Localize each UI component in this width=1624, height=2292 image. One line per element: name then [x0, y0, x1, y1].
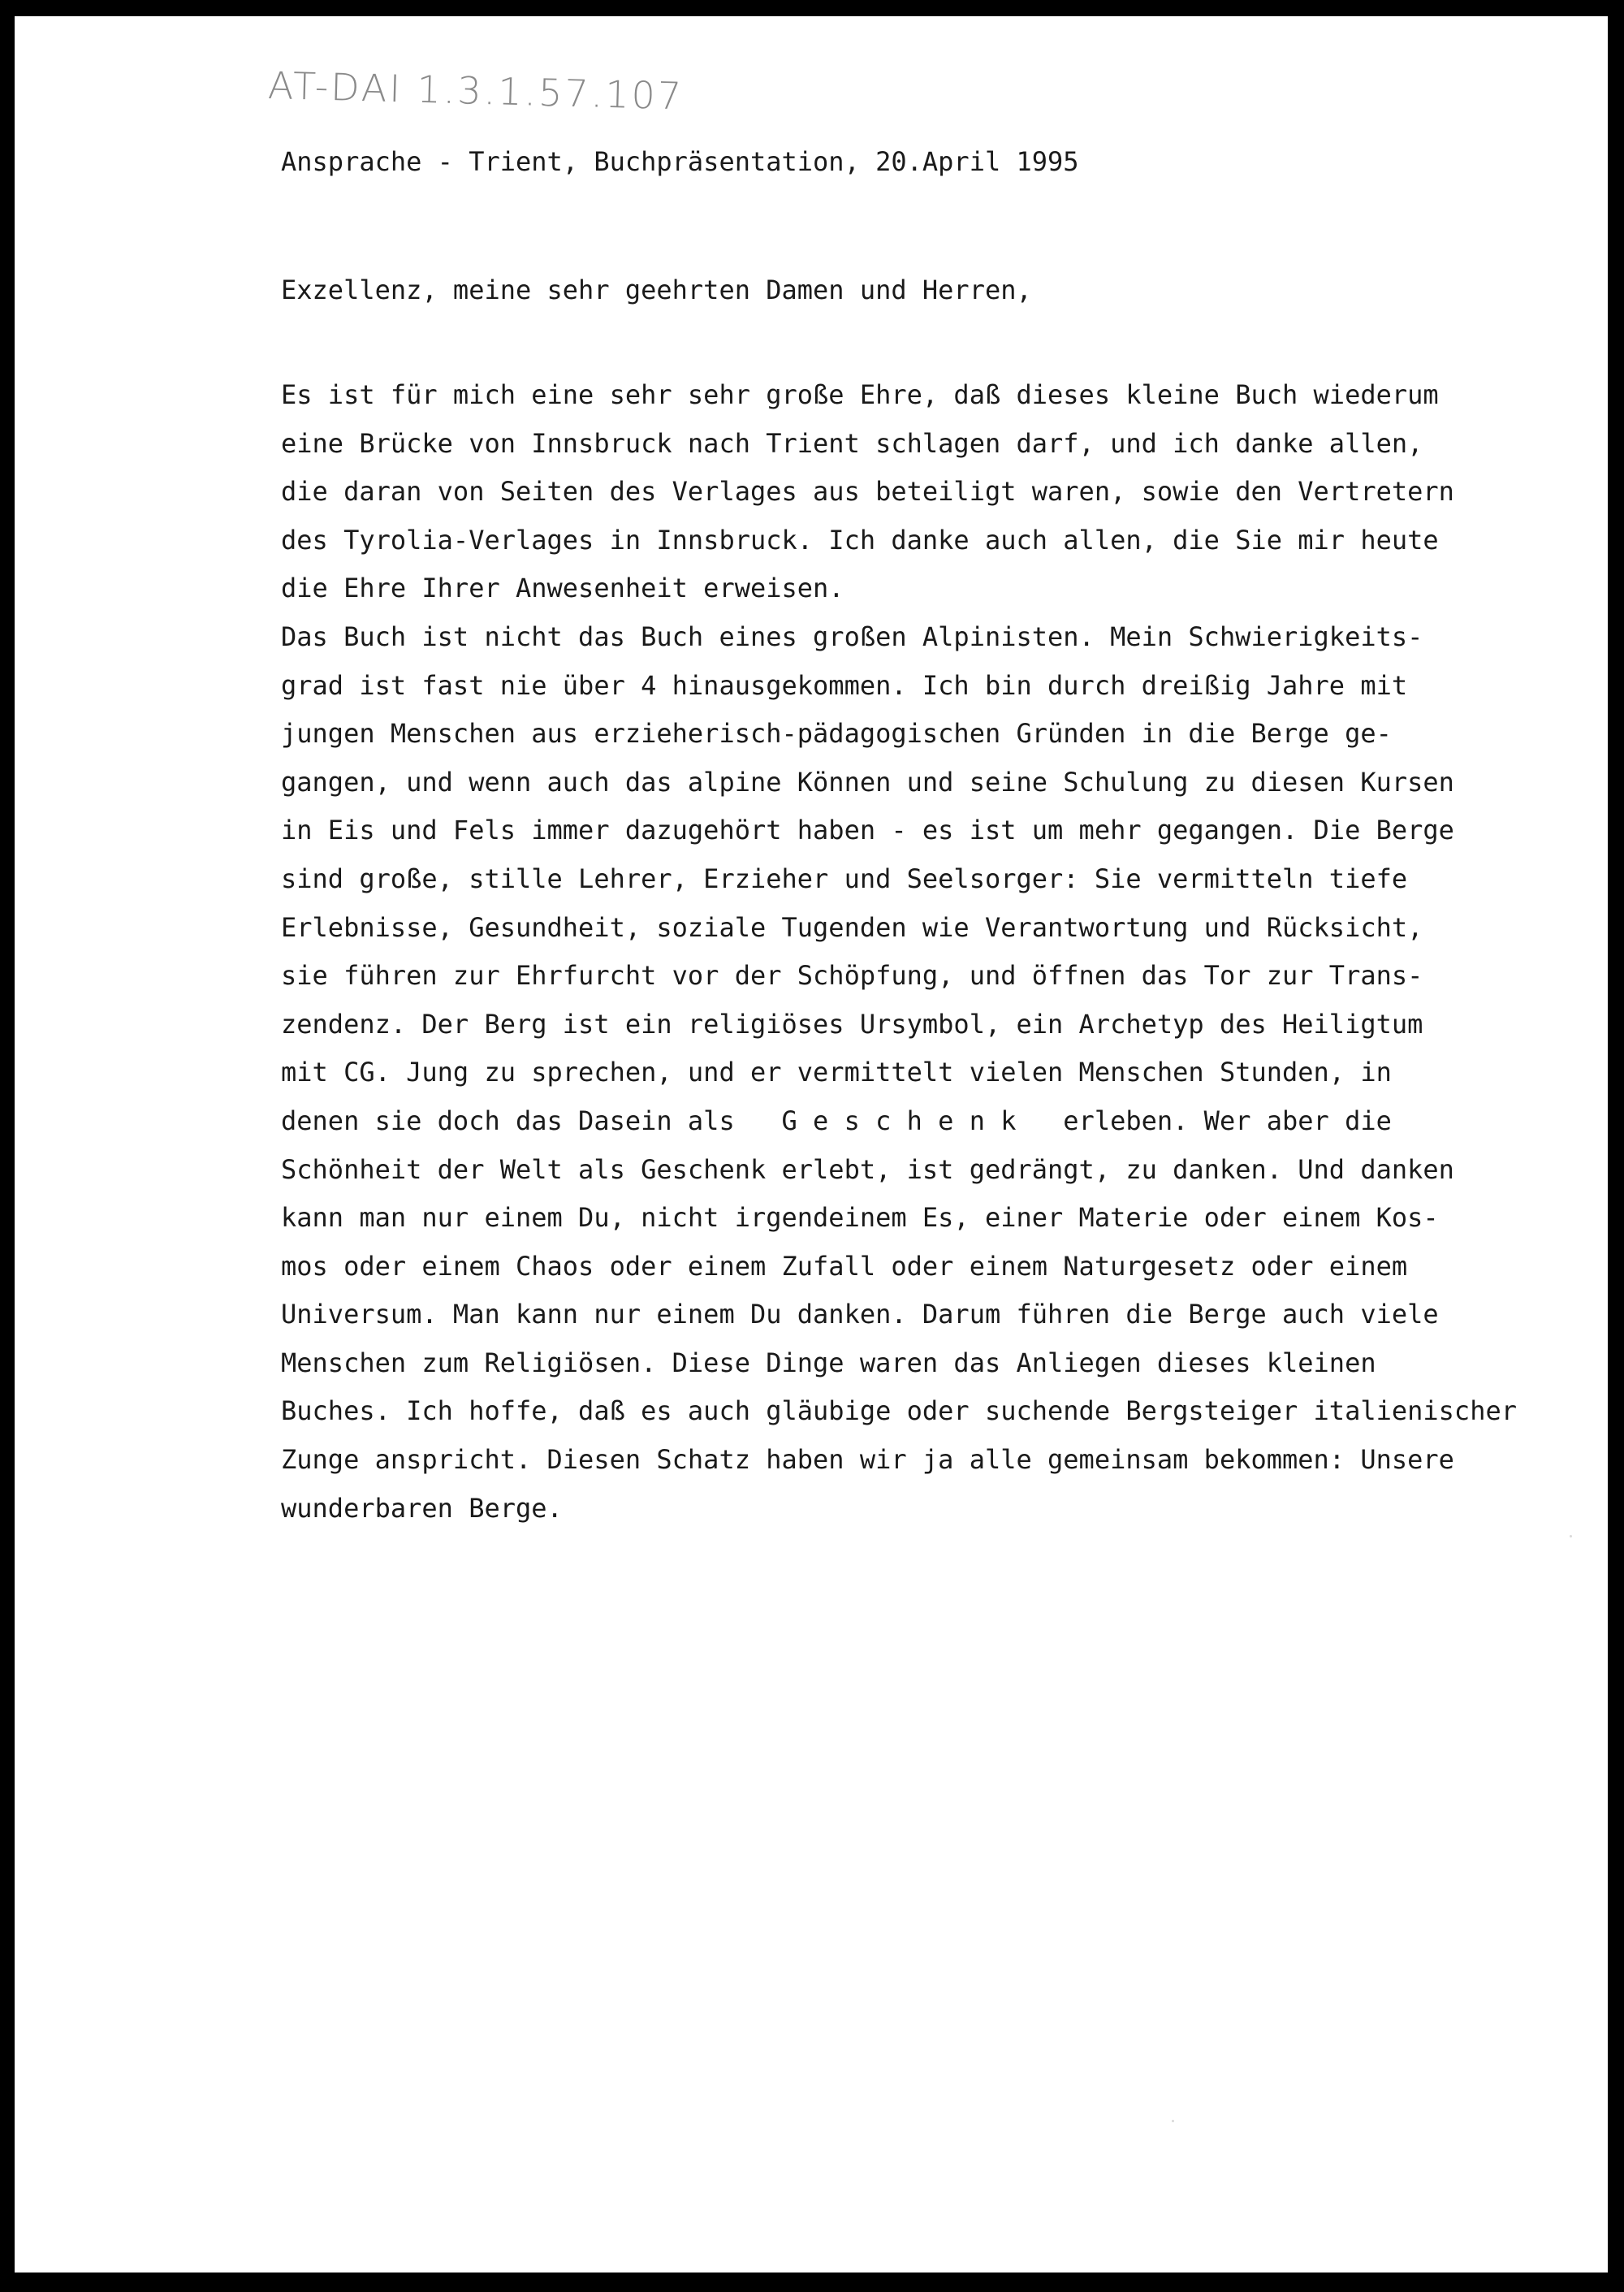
paper-speck — [1172, 2120, 1174, 2122]
body-line: die Ehre Ihrer Anwesenheit erweisen. — [281, 573, 844, 604]
body-line: gangen, und wenn auch das alpine Können und seine Schulung zu diesen Kursen — [281, 766, 1454, 798]
body-line: des Tyrolia-Verlages in Innsbruck. Ich danke auch allen, die Sie mir heute — [281, 524, 1439, 556]
document-header: Ansprache - Trient, Buchpräsentation, 20.April 1995 — [281, 146, 1079, 177]
body-line: wunderbaren Berge. — [281, 1492, 563, 1524]
body-line: sie führen zur Ehrfurcht vor der Schöpfung, und öffnen das Tor zur Trans- — [281, 960, 1423, 992]
body-line: zendenz. Der Berg ist ein religiöses Ursymbol, ein Archetyp des Heiligtum — [281, 1008, 1423, 1040]
document-page — [15, 16, 1608, 2273]
archive-signature: AT-DAI 1.3.1.57.107 — [267, 63, 685, 119]
body-line: grad ist fast nie über 4 hinausgekommen. Ich bin durch dreißig Jahre mit — [281, 669, 1408, 701]
body-line: Zunge anspricht. Diesen Schatz haben wir ja alle gemeinsam bekommen: Unsere — [281, 1444, 1454, 1476]
speech-body — [281, 371, 1517, 1533]
body-line: Das Buch ist nicht das Buch eines großen Alpinisten. Mein Schwierigkeits- — [281, 621, 1423, 652]
body-line: sind große, stille Lehrer, Erzieher und Seelsorger: Sie vermitteln tiefe — [281, 863, 1408, 894]
paper-speck — [1570, 1535, 1572, 1537]
salutation: Exzellenz, meine sehr geehrten Damen und Herren, — [281, 275, 1032, 305]
body-line: Buches. Ich hoffe, daß es auch gläubige oder suchende Bergsteiger italienischer — [281, 1395, 1517, 1427]
body-line: Universum. Man kann nur einem Du danken. Darum führen die Berge auch viele — [281, 1299, 1439, 1330]
body-line: kann man nur einem Du, nicht irgendeinem Es, einer Materie oder einem Kos- — [281, 1202, 1439, 1234]
body-line: Menschen zum Religiösen. Diese Dinge waren das Anliegen dieses kleinen — [281, 1347, 1376, 1378]
body-line: denen sie doch das Dasein als G e s c h e n k erleben. Wer aber die — [281, 1105, 1392, 1136]
body-line: mos oder einem Chaos oder einem Zufall oder einem Naturgesetz oder einem — [281, 1250, 1408, 1282]
body-line: Erlebnisse, Gesundheit, soziale Tugenden wie Verantwortung und Rücksicht, — [281, 911, 1423, 943]
body-line: in Eis und Fels immer dazugehört haben - es ist um mehr gegangen. Die Berge — [281, 815, 1454, 846]
body-line: Schönheit der Welt als Geschenk erlebt, ist gedrängt, zu danken. Und danken — [281, 1153, 1454, 1185]
body-line: mit CG. Jung zu sprechen, und er vermittelt vielen Menschen Stunden, in — [281, 1057, 1392, 1088]
body-line: die daran von Seiten des Verlages aus beteiligt waren, sowie den Vertretern — [281, 476, 1454, 508]
body-line: eine Brücke von Innsbruck nach Trient schlagen darf, und ich danke allen, — [281, 427, 1423, 459]
body-line: Es ist für mich eine sehr sehr große Ehre, daß dieses kleine Buch wiederum — [281, 379, 1439, 410]
body-line: jungen Menschen aus erzieherisch-pädagogischen Gründen in die Berge ge- — [281, 718, 1392, 750]
